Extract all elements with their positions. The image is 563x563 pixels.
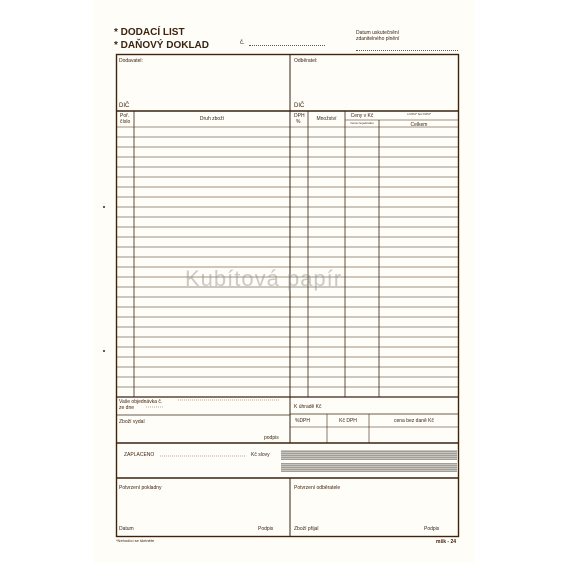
title-tax-document: * DAŇOVÝ DOKLAD bbox=[114, 40, 210, 51]
amount-words-bar-2 bbox=[281, 463, 457, 472]
vat-percent-label: %DPH bbox=[295, 418, 311, 424]
footnote: *Nehodící se škrtněte bbox=[116, 538, 155, 543]
paid-label: ZAPLACENO bbox=[124, 452, 155, 458]
issued-by-label: Zboží vydal bbox=[119, 419, 145, 425]
customer-label: Odběratel: bbox=[294, 58, 318, 64]
col-no-line1: Poř. bbox=[120, 113, 130, 119]
form-code: mšk - 24 bbox=[436, 539, 457, 545]
title-delivery-note: * DODACÍ LIST bbox=[114, 27, 185, 38]
col-vat-line2: % bbox=[296, 119, 301, 125]
price-without-tax-label: cena bez daně Kč bbox=[393, 418, 435, 424]
amount-words-bar-1 bbox=[281, 450, 457, 460]
supplier-vat-id-label: DIČ bbox=[119, 103, 130, 109]
customer-vat-id-label: DIČ bbox=[294, 103, 305, 109]
col-total: Celkem bbox=[410, 122, 428, 128]
issued-sign-label: podpis bbox=[264, 435, 279, 441]
cash-sign-label: Podpis bbox=[258, 526, 274, 532]
tax-date-label-1: Datum uskutečnění bbox=[356, 30, 400, 36]
col-goods: Druh zboží bbox=[199, 116, 225, 122]
number-label: č. bbox=[240, 40, 245, 46]
received-by-label: Zboží přijal bbox=[294, 526, 319, 532]
col-unit-price: Cena za jednotku bbox=[350, 121, 374, 125]
amount-due-label: K úhradě Kč bbox=[294, 404, 322, 410]
tax-date-label-2: zdanitelného plnění bbox=[356, 36, 400, 42]
col-vat-incl-excl: s DPH* bez DPH* bbox=[407, 112, 431, 116]
date-label: Datum bbox=[119, 526, 134, 532]
order-date-label: ze dne bbox=[119, 405, 135, 411]
customer-confirm-label: Potvrzení odběratele bbox=[294, 485, 341, 491]
col-qty: Množství bbox=[316, 116, 337, 122]
received-sign-label: Podpis bbox=[424, 526, 440, 532]
vat-amount-label: Kč DPH bbox=[339, 418, 357, 424]
watermark: Kubítová papír bbox=[185, 266, 343, 291]
order-label: Vaše objednávka č. bbox=[119, 399, 163, 405]
col-prices: Ceny v Kč bbox=[350, 113, 374, 119]
col-no-line2: číslo bbox=[120, 119, 131, 125]
col-vat-line1: DPH bbox=[294, 113, 305, 119]
amount-words-label: Kč slovy bbox=[251, 452, 270, 458]
supplier-label: Dodavatel: bbox=[119, 58, 143, 64]
cash-confirm-label: Potvrzení pokladny bbox=[119, 485, 162, 491]
